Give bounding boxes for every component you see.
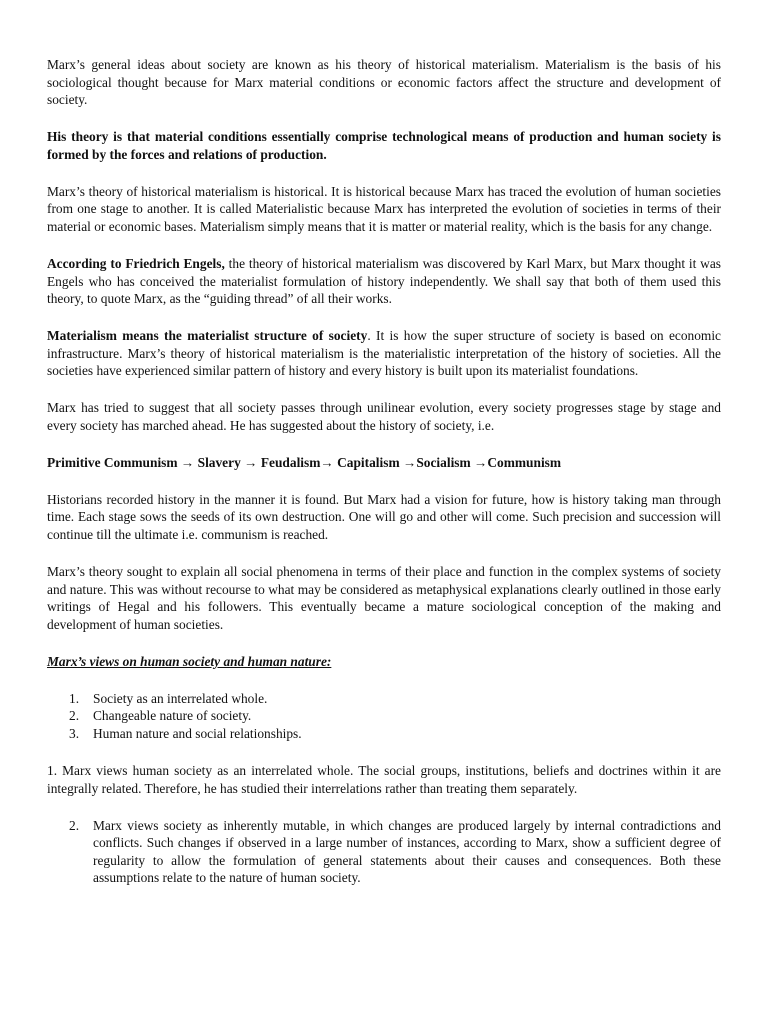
list-item-text: Changeable nature of society. — [93, 708, 252, 724]
paragraph-intro: Marx’s general ideas about society are known as his theory of historical materialism. Materialism is the basis of his sociological thought because for Marx material conditions or economic factors affect the structure and development of society. — [47, 57, 721, 108]
materialism-lead: Materialism means the materialist structure of society — [47, 328, 368, 344]
list-item — [69, 725, 721, 743]
list-item-number: 1. — [69, 690, 80, 706]
views-list — [47, 690, 721, 743]
section-heading — [47, 653, 721, 671]
theory-statement: His theory is that material conditions essentially comprise technological means of production and human society is formed by the forces and relations of production. — [47, 129, 721, 162]
paragraph-historical: Marx’s theory of historical materialism is historical. It is historical because Marx has traced the evolution of human societies from one stage to another. It is called Materialistic because Marx has interpreted the evolution of societies in terms of their material or economic bases. Materialism simply means that it is matter or material reality, which is the basis for any change. — [47, 183, 721, 234]
materialism-text: . It is how the super structure of society is based on economic infrastructure. Marx’s theory of historical materialism is the materialistic interpretation of the history of societies. All the societies have experienced similar pattern of history and every history is built upon its materialist foundations. — [47, 328, 721, 379]
list-item-text: Society as an interrelated whole. — [93, 690, 268, 706]
list-item — [69, 690, 721, 708]
paragraph-point-1: 1. Marx views human society as an interrelated whole. The social groups, institutions, beliefs and doctrines within it are integrally related. Therefore, he has studied their interrelations rather than treating them separately. — [47, 762, 721, 796]
paragraph-engels — [47, 255, 721, 308]
engels-text: the theory of historical materialism was discovered by Karl Marx, but Marx thought it was Engels who has conceived the materialist formulation of history independently. We shall say that both of them used this theory, to quote Marx, as the “guiding thread” of all their works. — [47, 255, 722, 307]
stages-sequence: Primitive Communism → Slavery → Feudalism→ Capitalism →Socialism →Communism — [47, 454, 562, 470]
paragraph-theory-bold — [47, 128, 721, 163]
engels-lead: According to Friedrich Engels, — [47, 255, 225, 271]
point-2-text: Marx views society as inherently mutable, in which changes are produced largely by internal contradictions and conflicts. Such changes if observed in a large number of instances, according to Marx, show a sufficient degree of regularity to allow the formulation of general statements about their causes and consequences. Both these assumptions relate to the nature of human society. — [93, 817, 721, 886]
list-item — [69, 707, 721, 725]
paragraph-point-2 — [47, 817, 721, 887]
section-heading-text: Marx’s views on human society and human nature: — [47, 653, 332, 669]
paragraph-stages — [47, 454, 721, 472]
paragraph-social-phenomena: Marx’s theory sought to explain all social phenomena in terms of their place and function in the complex systems of society and nature. This was without recourse to what may be considered as metaphysical explanations clearly outlined in those early writings of Hegal and his followers. This eventually became a mature sociological conception of the making and development of human societies. — [47, 564, 721, 632]
document-page — [47, 56, 721, 887]
paragraph-materialism — [47, 327, 721, 380]
list-item-text: Human nature and social relationships. — [93, 725, 302, 741]
paragraph-historians: Historians recorded history in the manner it is found. But Marx had a vision for future, how is history taking man through time. Each stage sows the seeds of its own destruction. One will go and other will come. Such precision and succession will continue till the ultimate i.e. communism is reached. — [47, 491, 721, 543]
paragraph-unilinear: Marx has tried to suggest that all society passes through unilinear evolution, every society progresses stage by stage and every society has marched ahead. He has suggested about the history of society, i.e. — [47, 400, 721, 433]
list-item-number: 2. — [69, 708, 80, 724]
point-2-number: 2. — [69, 817, 80, 833]
list-item-number: 3. — [69, 725, 80, 741]
